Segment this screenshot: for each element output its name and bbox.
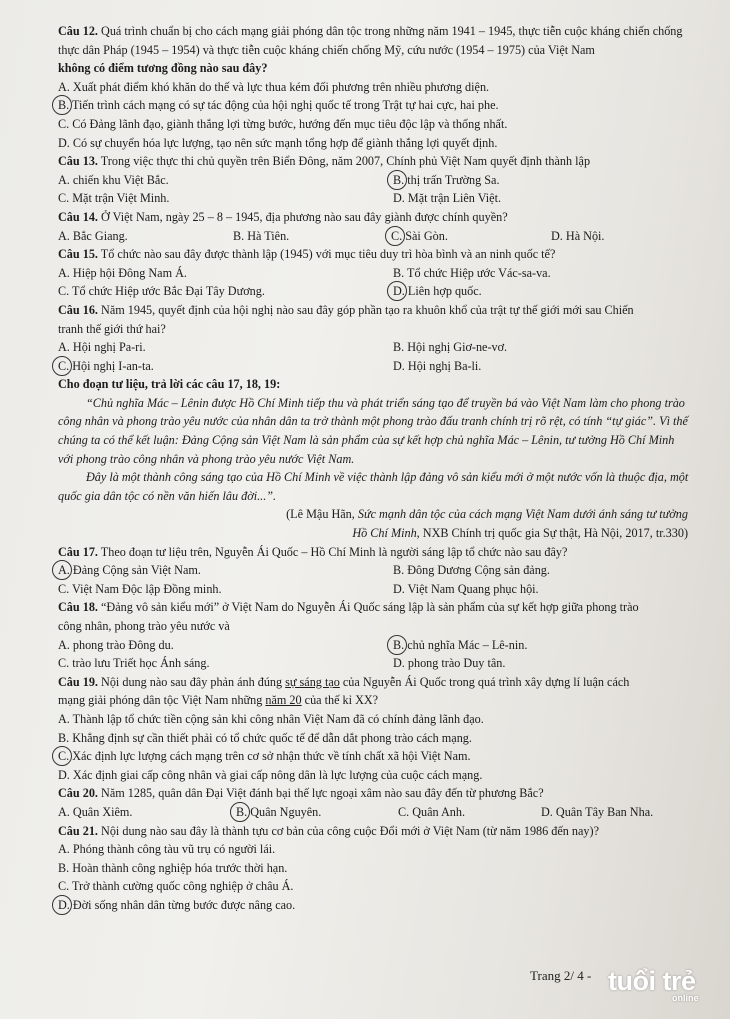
question-17-options-row-2: [58, 580, 692, 599]
question-16-text: Năm 1945, quyết định của hội nghị nào sau đây góp phần tạo ra khuôn khổ của trật tự thế giới mới sau Chiến: [97, 302, 634, 317]
tuoi-tre-logo-sub: online: [672, 993, 699, 1003]
question-20: [58, 784, 692, 803]
question-21-option-a[interactable]: A. Phóng thành công tàu vũ trụ có người lái.: [58, 842, 276, 857]
question-13-options-row-1: [58, 171, 692, 190]
question-14-option-a[interactable]: A. Bắc Giang.: [58, 228, 128, 243]
question-21-option-b[interactable]: B. Hoàn thành công nghiệp hóa trước thời hạn.: [58, 860, 288, 875]
question-12-option-b[interactable]: B. Tiến trình cách mạng có sự tác động của hội nghị quốc tế trong Trật tự hai cực, hai phe.: [58, 96, 692, 115]
question-18-text: “Đảng vô sản kiểu mới” ở Việt Nam do Nguyễn Ái Quốc sáng lập là sản phẩm của sự kết hợp giữa phong trào: [97, 600, 639, 615]
passage-source-line-1: [58, 505, 692, 524]
question-16-option-a[interactable]: A. Hội nghị Pa-ri.: [58, 340, 146, 355]
question-16-options-row-2: [58, 357, 692, 376]
question-13: [58, 152, 692, 171]
question-19-number: Câu 19.: [58, 674, 98, 689]
question-13-option-d[interactable]: D. Mặt trận Liên Việt.: [393, 191, 502, 206]
question-21: [58, 822, 692, 841]
question-20-option-b[interactable]: B. Quân Nguyên.: [236, 803, 398, 822]
question-19-option-d[interactable]: D. Xác định giai cấp công nhân và giai cấp nông dân là lực lượng của cuộc cách mạng.: [58, 767, 483, 782]
question-17-option-d[interactable]: D. Việt Nam Quang phục hội.: [393, 581, 539, 596]
question-15-option-b[interactable]: B. Tổ chức Hiệp ước Vác-sa-va.: [393, 265, 551, 280]
question-14-option-c[interactable]: C. Sài Gòn.: [391, 227, 551, 246]
question-19: [58, 673, 692, 692]
passage-paragraph-2: Đây là một thành công sáng tạo của Hồ Chí Minh về việc thành lập đảng vô sản kiểu mới ở một nước vốn là thuộc địa, một quốc gia dân tộc có nền văn hiến lâu đời...”.: [58, 470, 689, 503]
question-12-option-c[interactable]: C. Có Đảng lãnh đạo, giành thắng lợi từng bước, hướng đến mục tiêu độc lập và thống nhất.: [58, 116, 508, 131]
passage-source-line-2: [58, 524, 692, 543]
question-13-option-a[interactable]: A. chiến khu Việt Bắc.: [58, 172, 169, 187]
question-19-text-c: mạng giải phóng dân tộc Việt Nam những: [58, 693, 266, 708]
question-12: [58, 22, 692, 59]
passage-source-title-cont: Hồ Chí Minh: [352, 526, 417, 541]
question-18-options-row-2: [58, 654, 692, 673]
question-13-option-c[interactable]: C. Mặt trận Việt Minh.: [58, 191, 170, 206]
question-12-option-a[interactable]: A. Xuất phát điểm khó khăn do thế và lực thua kém đối phương trên nhiều phương diện.: [58, 79, 490, 94]
question-17-option-c[interactable]: C. Việt Nam Độc lập Đồng minh.: [58, 581, 222, 596]
question-17-text: Theo đoạn tư liệu trên, Nguyễn Ái Quốc – Hồ Chí Minh là người sáng lập tổ chức nào sau đây?: [97, 544, 568, 559]
question-21-text: Nội dung nào sau đây là thành tựu cơ bản của công cuộc Đổi mới ở Việt Nam (từ năm 1986 đến nay)?: [97, 823, 599, 838]
question-20-options: [58, 803, 692, 822]
passage-source-title: Sức mạnh dân tộc của cách mạng Việt Nam dưới ánh sáng tư tưởng: [357, 507, 688, 522]
question-13-options-row-2: [58, 189, 692, 208]
passage-source-publisher: , NXB Chính trị quốc gia Sự thật, Hà Nội, 2017, tr.330): [416, 526, 688, 541]
question-19-text-d: của thế kỉ XX?: [301, 693, 379, 708]
question-17-options-row-1: [58, 561, 692, 580]
question-17: [58, 543, 692, 562]
question-12-text-bold: không có điểm tương đồng nào sau đây?: [58, 61, 268, 76]
question-20-number: Câu 20.: [58, 786, 98, 801]
question-18-options-row-1: [58, 636, 692, 655]
question-12-text: Quá trình chuẩn bị cho cách mạng giải phóng dân tộc trong những năm 1941 – 1945, thực tiễn cuộc kháng chiến chống thực dân Pháp (1945 – 1954) và thực tiễn cuộc kháng chiến chống Mỹ, cứu nước (1954 – 1975) của Việt Nam: [58, 24, 683, 57]
question-13-number: Câu 13.: [58, 154, 98, 169]
question-16-option-c[interactable]: C. Hội nghị I-an-ta.: [58, 357, 393, 376]
question-18-option-c[interactable]: C. trào lưu Triết học Ánh sáng.: [58, 656, 210, 671]
question-18-option-d[interactable]: D. phong trào Duy tân.: [393, 656, 506, 671]
passage-paragraph-1: “Chủ nghĩa Mác – Lênin được Hồ Chí Minh tiếp thu và phát triển sáng tạo để truyền bá vào Việt Nam làm cho phong trào công nhân và phong trào yêu nước của nhân dân ta trở thành một phong trào đấu tranh chính trị rõ rệt, có tính “tự giác”. Vì thế chúng ta có thể kết luận: Đảng Cộng sản Việt Nam là sản phẩm của sự kết hợp chủ nghĩa Mác – Lênin, tư tưởng Hồ Chí Minh với phong trào công nhân và phong trào yêu nước Việt Nam.: [58, 395, 688, 466]
question-19-text-a: Nội dung nào sau đây phản ánh đúng: [97, 674, 286, 689]
question-15: [58, 245, 692, 264]
question-15-number: Câu 15.: [58, 247, 98, 262]
exam-content: [58, 22, 692, 915]
question-21-number: Câu 21.: [58, 823, 98, 838]
question-20-text: Năm 1285, quân dân Đại Việt đánh bại thế lực ngoại xâm nào sau đây đến từ phương Bắc?: [97, 786, 544, 801]
page-number: Trang 2/ 4 -: [530, 968, 592, 983]
question-14: [58, 208, 692, 227]
question-14-options: [58, 227, 692, 246]
question-19-option-a[interactable]: A. Thành lập tổ chức tiền cộng sản khi công nhân Việt Nam đã có chính đảng lãnh đạo.: [58, 711, 484, 726]
question-18-option-a[interactable]: A. phong trào Đông du.: [58, 637, 174, 652]
question-15-text: Tổ chức nào sau đây được thành lập (1945) với mục tiêu duy trì hòa bình và an ninh quốc tế?: [97, 247, 556, 262]
question-20-option-a[interactable]: A. Quân Xiêm.: [58, 804, 133, 819]
question-17-option-b[interactable]: B. Đông Dương Cộng sản đảng.: [393, 563, 550, 578]
question-14-option-b[interactable]: B. Hà Tiên.: [233, 228, 290, 243]
passage-intro: Cho đoạn tư liệu, trả lời các câu 17, 18, 19:: [58, 377, 281, 392]
tuoi-tre-logo: tuổi trẻ: [608, 966, 696, 996]
question-14-option-d[interactable]: D. Hà Nội.: [551, 228, 605, 243]
question-15-option-a[interactable]: A. Hiệp hội Đông Nam Á.: [58, 265, 187, 280]
question-19-text-underlined-2: năm 20: [265, 693, 302, 708]
question-19-text-b: của Nguyễn Ái Quốc trong quá trình xây dựng lí luận cách: [339, 674, 630, 689]
question-16-text-cont: tranh thế giới thứ hai?: [58, 321, 166, 336]
question-19-line-2: [58, 691, 692, 710]
question-15-option-d[interactable]: D. Liên hợp quốc.: [393, 282, 482, 301]
question-15-option-c[interactable]: C. Tổ chức Hiệp ước Bắc Đại Tây Dương.: [58, 284, 265, 299]
question-12-option-d[interactable]: D. Có sự chuyển hóa lực lượng, tạo nên sức mạnh tổng hợp để giành thắng lợi quyết định.: [58, 135, 498, 150]
question-16-option-b[interactable]: B. Hội nghị Giơ-ne-vơ.: [393, 340, 508, 355]
question-21-option-d[interactable]: D. Đời sống nhân dân từng bước được nâng cao.: [58, 896, 692, 915]
question-13-option-b[interactable]: B. thị trấn Trường Sa.: [393, 171, 500, 190]
question-12-number: Câu 12.: [58, 24, 98, 38]
question-16-options-row-1: [58, 338, 692, 357]
question-16-option-d[interactable]: D. Hội nghị Ba-li.: [393, 358, 482, 373]
question-19-text-underlined-1: sự sáng tạo: [285, 674, 340, 689]
question-18-number: Câu 18.: [58, 600, 98, 615]
question-18: [58, 598, 692, 617]
question-17-option-a[interactable]: A. Đảng Cộng sản Việt Nam.: [58, 561, 393, 580]
passage-source-author: (Lê Mậu Hãn,: [286, 507, 358, 522]
question-18-text-cont: công nhân, phong trào yêu nước và: [58, 619, 230, 633]
question-17-number: Câu 17.: [58, 544, 98, 559]
question-19-option-b[interactable]: B. Khẳng định sự cần thiết phải có tổ chức quốc tế để dẫn dắt phong trào cách mạng.: [58, 730, 472, 745]
question-16-number: Câu 16.: [58, 302, 98, 317]
question-13-text: Trong việc thực thi chủ quyền trên Biển Đông, năm 2007, Chính phủ Việt Nam quyết định thành lập: [97, 154, 591, 169]
question-20-option-c[interactable]: C. Quân Anh.: [398, 804, 466, 819]
question-21-option-c[interactable]: C. Trở thành cường quốc công nghiệp ở châu Á.: [58, 879, 294, 894]
question-14-number: Câu 14.: [58, 209, 98, 224]
question-15-options-row-2: [58, 282, 692, 301]
question-14-text: Ở Việt Nam, ngày 25 – 8 – 1945, địa phương nào sau đây giành được chính quyền?: [97, 209, 508, 224]
question-20-option-d[interactable]: D. Quân Tây Ban Nha.: [541, 804, 654, 819]
question-16: [58, 301, 692, 320]
question-18-option-b[interactable]: B. chủ nghĩa Mác – Lê-nin.: [393, 636, 527, 655]
question-15-options-row-1: [58, 264, 692, 283]
question-19-option-c[interactable]: C. Xác định lực lượng cách mạng trên cơ sở nhận thức về tính chất xã hội Việt Nam.: [58, 747, 692, 766]
